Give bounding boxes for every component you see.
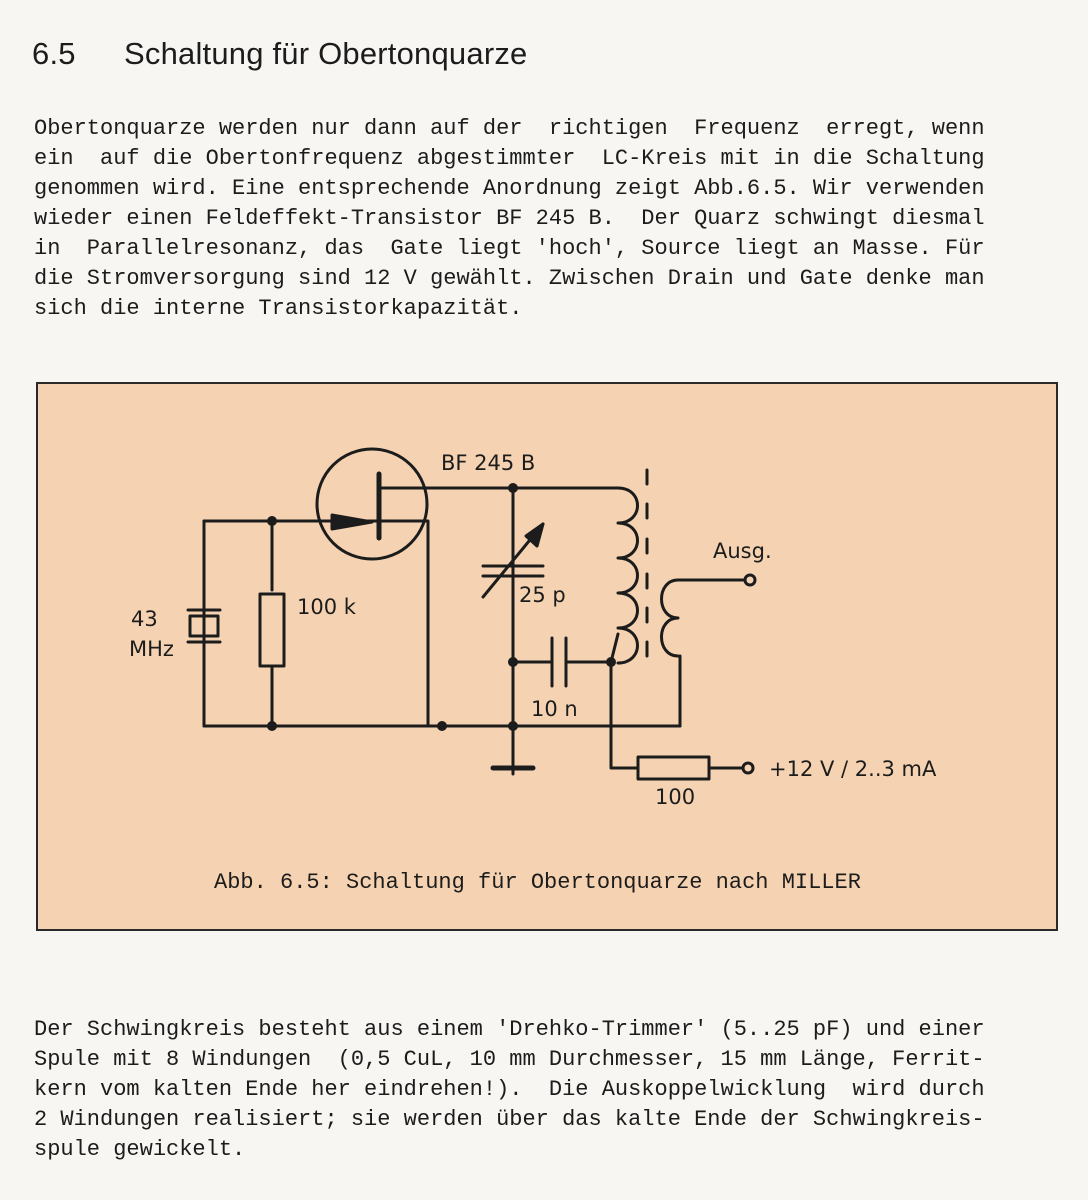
series-resistor [638, 757, 709, 779]
output-coil [662, 580, 679, 656]
outro-line: Der Schwingkreis besteht aus einem 'Drehko-Trimmer' (5..25 pF) und einer [34, 1017, 985, 1042]
intro-line: wieder einen Feldeffekt-Transistor BF 245 B. Der Quarz schwingt diesmal [34, 206, 985, 231]
output-label: Ausg. [713, 539, 772, 563]
outro-paragraph [34, 1015, 1058, 1165]
intro-line: sich die interne Transistorkapazität. [34, 296, 523, 321]
wire-gate [204, 521, 385, 718]
crystal-label-frequency: 43 [131, 607, 158, 631]
intro-paragraph [34, 114, 1058, 324]
coupling-cap-label: 10 n [531, 697, 578, 721]
coupling-capacitor [552, 638, 566, 686]
section-title: Schaltung für Obertonquarze [124, 36, 528, 71]
figure-caption: Abb. 6.5: Schaltung für Obertonquarze nach MILLER [214, 870, 861, 895]
output-terminal [745, 575, 755, 585]
supply-label: +12 V / 2..3 mA [769, 757, 937, 781]
outro-line: 2 Windungen realisiert; sie werden über das kalte Ende der Schwingkreis- [34, 1107, 985, 1132]
wire-source [385, 521, 428, 726]
intro-line: die Stromversorgung sind 12 V gewählt. Zwischen Drain und Gate denke man [34, 266, 985, 291]
intro-line: in Parallelresonanz, das Gate liegt 'hoch', Source liegt an Masse. Für [34, 236, 985, 261]
circuit-diagram [38, 384, 1056, 929]
fet-transistor [317, 449, 428, 559]
outro-line: kern vom kalten Ende her eindrehen!). Die Auskoppelwicklung wird durch [34, 1077, 985, 1102]
trimmer-label: 25 p [519, 583, 566, 607]
section-number: 6.5 [32, 36, 76, 71]
supply-terminal [743, 763, 753, 773]
intro-line: genommen wird. Eine entsprechende Anordnung zeigt Abb.6.5. Wir verwenden [34, 176, 985, 201]
circuit-figure [36, 382, 1058, 931]
gate-resistor-label: 100 k [297, 595, 356, 619]
intro-line: Obertonquarze werden nur dann auf der richtigen Frequenz erregt, wenn [34, 116, 985, 141]
crystal-label-unit: MHz [129, 637, 174, 661]
series-resistor-label: 100 [655, 785, 696, 809]
intro-line: ein auf die Obertonfrequenz abgestimmter LC-Kreis mit in die Schaltung [34, 146, 985, 171]
transistor-label: BF 245 B [441, 451, 536, 475]
outro-line: spule gewickelt. [34, 1137, 246, 1162]
tank-coil [618, 488, 638, 663]
section-heading [32, 36, 527, 72]
gate-resistor [260, 594, 284, 666]
outro-line: Spule mit 8 Windungen (0,5 CuL, 10 mm Durchmesser, 15 mm Länge, Ferrit- [34, 1047, 985, 1072]
